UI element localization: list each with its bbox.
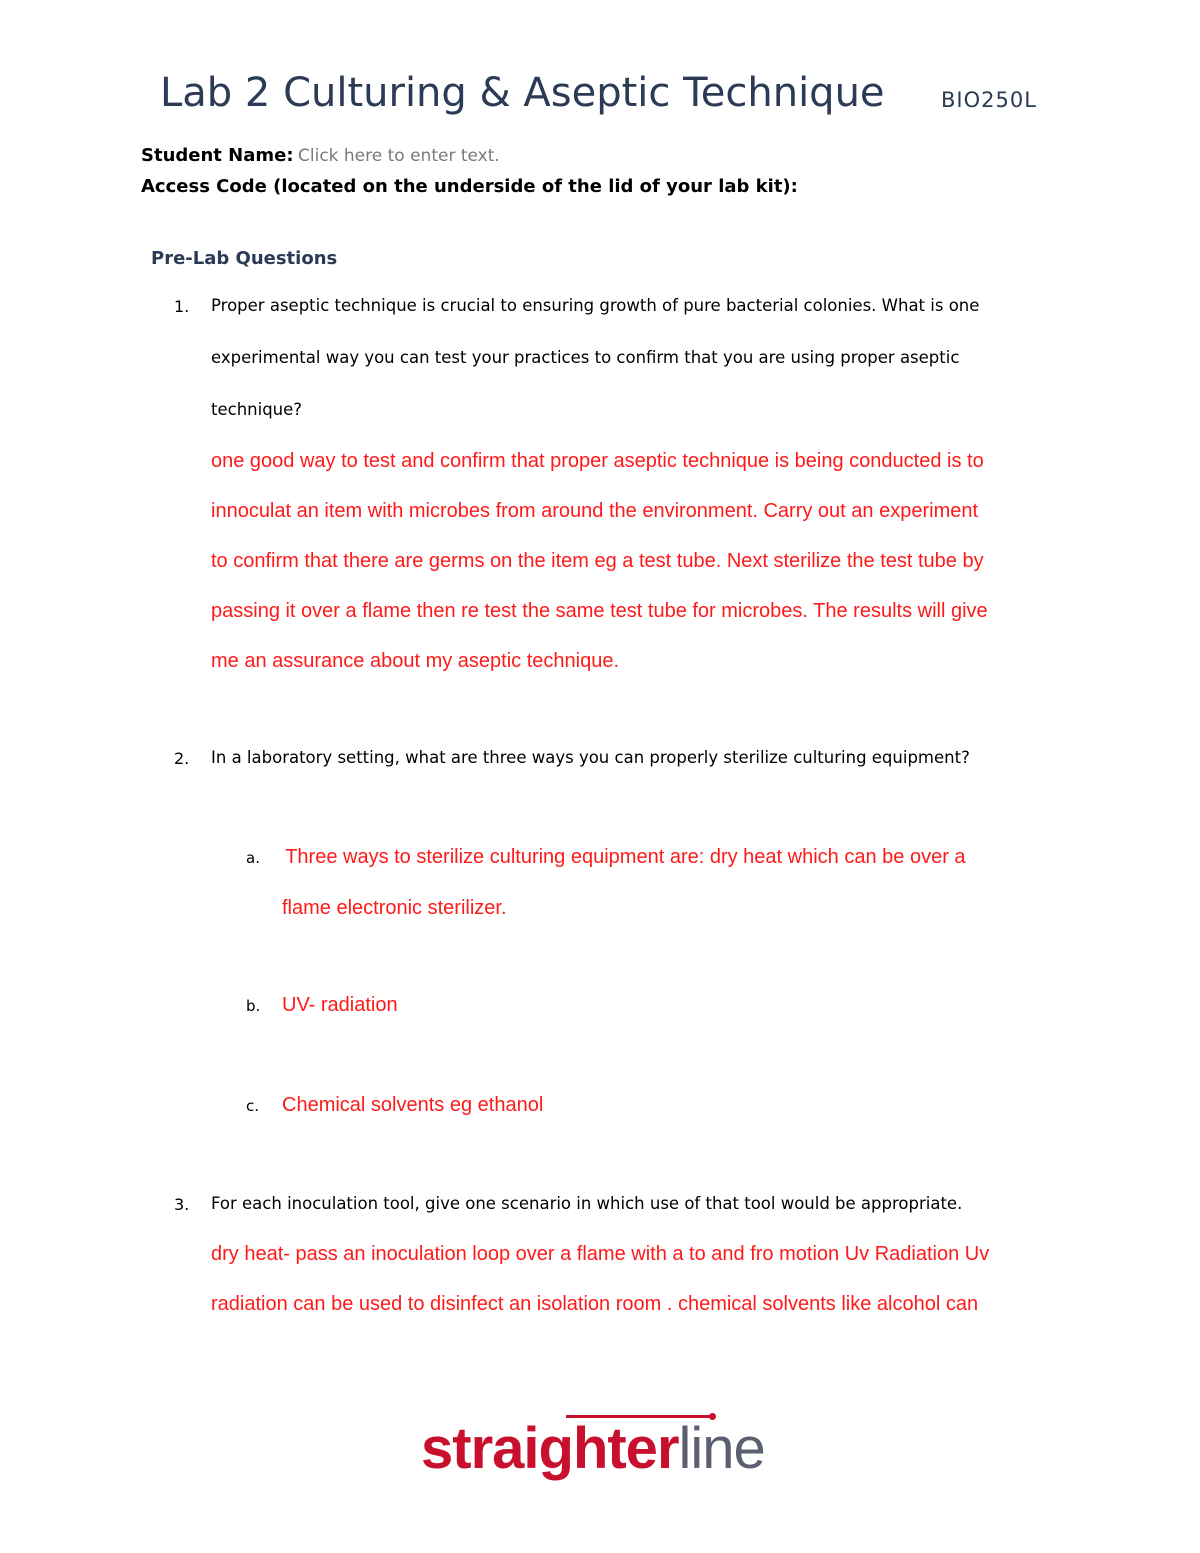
sub-answer-a-line[interactable]: Three ways to sterilize culturing equipment are: dry heat which can be over a bbox=[280, 846, 966, 868]
section-heading: Pre-Lab Questions bbox=[151, 248, 338, 269]
question-1-line: Proper aseptic technique is crucial to ensuring growth of pure bacterial colonies. What is one bbox=[211, 296, 980, 315]
student-name-row bbox=[141, 145, 500, 166]
sub-answer-a-line[interactable]: flame electronic sterilizer. bbox=[282, 897, 507, 919]
student-name-field[interactable]: Click here to enter text. bbox=[298, 146, 500, 166]
student-name-label: Student Name: bbox=[141, 145, 294, 166]
answer-1-line[interactable]: innoculat an item with microbes from around the environment. Carry out an experiment bbox=[211, 500, 979, 522]
answer-1-line[interactable]: one good way to test and confirm that proper aseptic technique is being conducted is to bbox=[211, 450, 984, 472]
question-1-line: technique? bbox=[211, 400, 303, 419]
straighterline-logo bbox=[421, 1415, 765, 1482]
course-code: BIO250L bbox=[941, 88, 1037, 112]
document-title: Lab 2 Culturing & Aseptic Technique bbox=[160, 70, 885, 116]
access-code-label: Access Code (located on the underside of the lid of your lab kit): bbox=[141, 176, 798, 197]
sub-answer-marker-c: c. bbox=[246, 1097, 260, 1115]
question-3-number: 3. bbox=[174, 1195, 190, 1214]
answer-3-line[interactable]: dry heat- pass an inoculation loop over a flame with a to and fro motion Uv Radiation Uv bbox=[211, 1243, 990, 1265]
question-2-line: In a laboratory setting, what are three ways you can properly sterilize culturing equipment? bbox=[211, 748, 970, 767]
logo-bold-text: straighter bbox=[421, 1416, 679, 1481]
sub-answer-b-line[interactable]: UV- radiation bbox=[282, 994, 398, 1016]
sub-answer-marker-a: a. bbox=[246, 849, 260, 867]
sub-answer-marker-b: b. bbox=[246, 997, 261, 1015]
answer-1-line[interactable]: to confirm that there are germs on the item eg a test tube. Next sterilize the test tube by bbox=[211, 550, 984, 572]
question-3-line: For each inoculation tool, give one scenario in which use of that tool would be appropriate. bbox=[211, 1194, 963, 1213]
question-2-number: 2. bbox=[174, 749, 190, 768]
answer-1-line[interactable]: passing it over a flame then re test the same test tube for microbes. The results will give bbox=[211, 600, 988, 622]
answer-3-line[interactable]: radiation can be used to disinfect an isolation room . chemical solvents like alcohol can bbox=[211, 1293, 979, 1315]
question-1-number: 1. bbox=[174, 297, 190, 316]
question-1-line: experimental way you can test your practices to confirm that you are using proper aseptic bbox=[211, 348, 960, 367]
logo-light-text: line bbox=[678, 1416, 765, 1481]
sub-answer-c-line[interactable]: Chemical solvents eg ethanol bbox=[282, 1094, 544, 1116]
answer-1-line[interactable]: me an assurance about my aseptic technique. bbox=[211, 650, 620, 672]
